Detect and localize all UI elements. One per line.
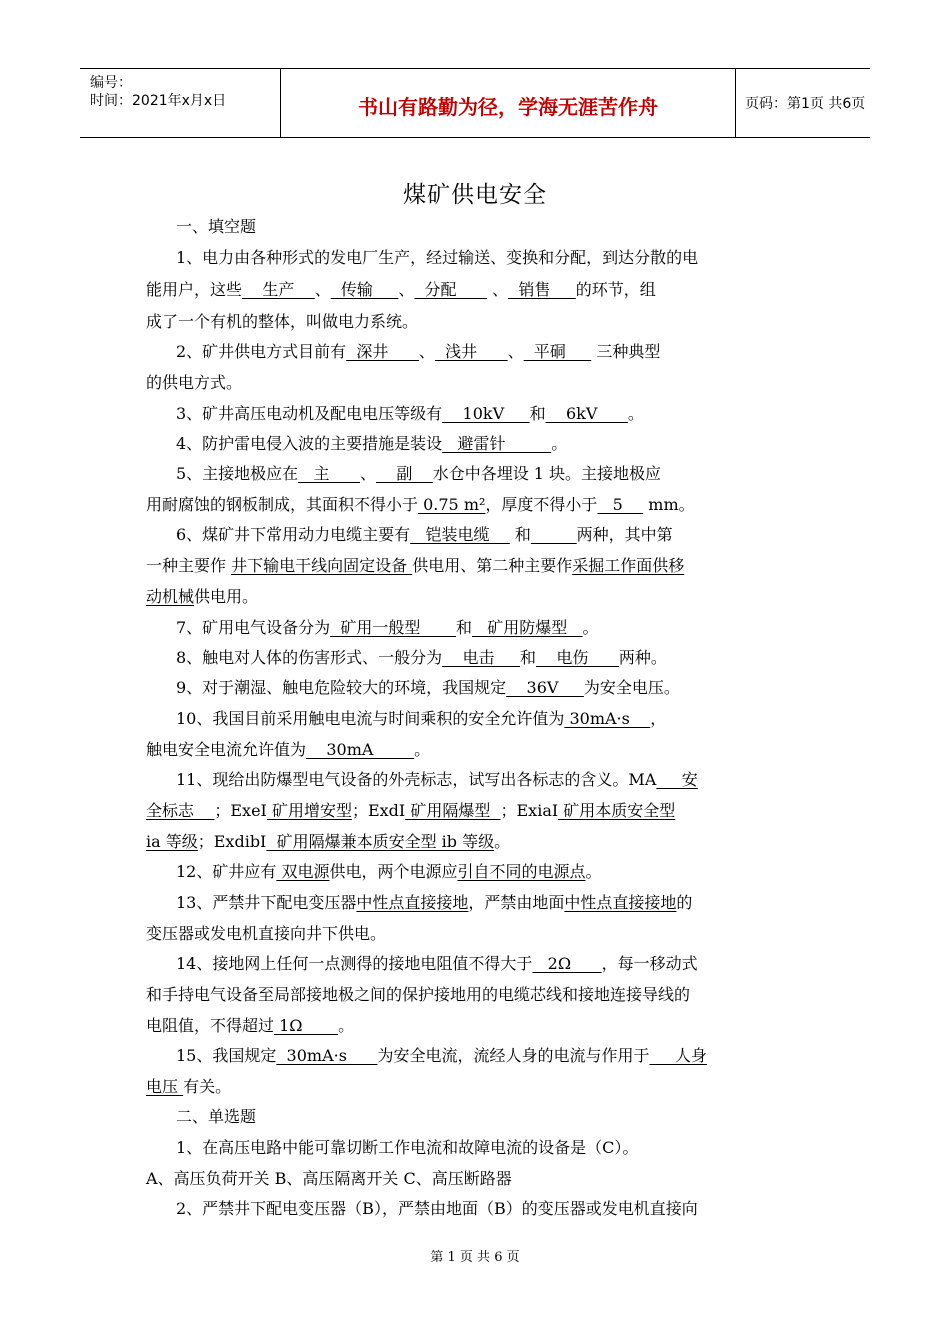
question-line: 6、煤矿井下常用动力电缆主要有 铠装电缆 和 两种，其中第 <box>176 525 673 544</box>
question-line: 触电安全电流允许值为 30mA 。 <box>146 740 431 759</box>
document-title: 煤矿供电安全 <box>403 182 547 208</box>
answer-blank: 销售 <box>508 280 576 299</box>
question-line: 5、主接地极应在 主 、 副 水仓中各埋设 1 块。主接地极应 <box>176 464 662 483</box>
question-line: 电阻值，不得超过 1Ω 。 <box>146 1016 355 1035</box>
answer-blank: 6kV <box>545 404 628 423</box>
header-motto-cell <box>280 69 736 137</box>
answer-blank: 深井 <box>346 342 419 361</box>
question-line: 7、矿用电气设备分为 矿用一般型 和 矿用防爆型 。 <box>176 618 599 637</box>
answer-blank: 浅井 <box>434 342 508 361</box>
answer-blank: 井下输电干线向固定设备 <box>231 556 413 575</box>
document-header <box>80 68 870 138</box>
answer-blank: 全标志 <box>146 801 215 820</box>
answer-blank: 30mA <box>306 740 415 759</box>
page-footer: 第 1 页 共 6 页 <box>430 1250 520 1265</box>
question-line: 变压器或发电机直接向井下供电。 <box>146 924 387 943</box>
question-line: 能用户，这些 生产 、 传输 、 分配 、 销售 的环节，组 <box>146 280 656 299</box>
question-line: ia 等级；ExdibI 矿用隔爆兼本质安全型 ib 等级。 <box>146 832 511 851</box>
page-number-label: 页码：第1页 共6页 <box>745 96 866 112</box>
answer-blank: 1Ω <box>274 1016 339 1035</box>
question-line: 2、严禁井下配电变压器（B），严禁由地面（B）的变压器或发电机直接向 <box>176 1199 698 1218</box>
answer-blank <box>531 525 577 544</box>
answer-blank: 双电源 <box>276 862 330 881</box>
question-line: 动机械供电用。 <box>146 587 259 606</box>
answer-blank: 电伤 <box>535 648 619 667</box>
answer-blank: 避雷针 <box>442 434 552 453</box>
question-line: 4、防护雷电侵入波的主要措施是装设 避雷针 。 <box>176 434 568 453</box>
question-line: 用耐腐蚀的钢板制成，其面积不得小于 0.75 m²，厚度不得小于 5 mm。 <box>146 495 695 514</box>
answer-blank: 主 <box>298 464 360 483</box>
question-line: 12、矿井应有 双电源供电，两个电源应引自不同的电源点。 <box>176 862 602 881</box>
answer-blank: 引自不同的电源点 <box>457 862 586 881</box>
answer-blank: 36V <box>506 678 584 697</box>
options-line: A、高压负荷开关 B、高压隔离开关 C、高压断路器 <box>146 1169 512 1188</box>
answer-blank: 安 <box>656 770 698 789</box>
answer-blank: 矿用隔爆兼本质安全型 ib 等级 <box>266 832 495 851</box>
answer-blank: 矿用防爆型 <box>471 618 583 637</box>
answer-blank: 矿用增安型 <box>266 801 352 820</box>
question-line: 15、我国规定 30mA·s 为安全电流，流经人身的电流与作用于 人身 <box>176 1046 707 1065</box>
answer-blank: 平硐 <box>523 342 592 361</box>
question-line: 和手持电气设备至局部接地极之间的保护接地用的电缆芯线和接地连接导线的 <box>146 985 691 1004</box>
question-line: 成了一个有机的整体，叫做电力系统。 <box>146 312 419 331</box>
question-line: 1、在高压电路中能可靠切断工作电流和故障电流的设备是（C）。 <box>176 1138 639 1157</box>
question-line: 1、电力由各种形式的发电厂生产，经过输送、变换和分配，到达分散的电 <box>176 248 699 267</box>
answer-blank: 动机械 <box>146 587 195 606</box>
question-line: 11、现给出防爆型电气设备的外壳标志，试写出各标志的含义。MA 安 <box>176 770 698 789</box>
answer-blank: 30mA·s <box>564 709 651 728</box>
question-line: 的供电方式。 <box>146 373 243 392</box>
answer-blank: 铠装电缆 <box>410 525 510 544</box>
question-line: 2、矿井供电方式目前有 深井 、 浅井 、 平硐 三种典型 <box>176 342 661 361</box>
serial-label: 编号： <box>90 75 132 91</box>
question-line: 9、对于潮湿、触电危险较大的环境，我国规定 36V 为安全电压。 <box>176 678 680 697</box>
answer-blank: 2Ω <box>532 954 602 973</box>
header-info-cell <box>80 69 280 137</box>
question-line: 一种主要作 井下输电干线向固定设备 供电用、第二种主要作采掘工作面供移 <box>146 556 685 575</box>
answer-blank: 传输 <box>330 280 399 299</box>
motto: 书山有路勤为径，学海无涯苦作舟 <box>358 95 658 119</box>
answer-blank: 生产 <box>242 280 315 299</box>
question-line: 10、我国目前采用触电电流与时间乘积的安全允许值为 30mA·s ， <box>176 709 667 728</box>
question-line: 电压 有关。 <box>146 1077 232 1096</box>
answer-blank: 5 <box>597 495 644 514</box>
answer-blank: 矿用本质安全型 <box>558 801 676 820</box>
answer-blank: 30mA·s <box>276 1046 378 1065</box>
answer-blank: 10kV <box>442 404 530 423</box>
answer-blank: 电压 <box>146 1077 184 1096</box>
answer-blank: 采掘工作面供移 <box>572 556 685 575</box>
section-heading: 二、单选题 <box>176 1107 257 1126</box>
question-line: 13、严禁井下配电变压器中性点直接接地，严禁由地面中性点直接接地的 <box>176 893 693 912</box>
answer-blank: 中性点直接接地 <box>564 893 677 912</box>
answer-blank: 人身 <box>649 1046 707 1065</box>
answer-blank: 0.75 m² <box>418 495 486 514</box>
answer-blank: 电击 <box>442 648 520 667</box>
header-page-cell <box>735 69 870 137</box>
answer-blank: 中性点直接接地 <box>356 893 469 912</box>
answer-blank: ia 等级 <box>146 832 198 851</box>
date-label: 时间：2021年x月x日 <box>90 93 227 109</box>
question-line: 全标志 ；ExeI 矿用增安型；ExdI 矿用隔爆型 ；ExiaI 矿用本质安全型 <box>146 801 676 820</box>
question-line: 14、接地网上任何一点测得的接地电阻值不得大于 2Ω ，每一移动式 <box>176 954 698 973</box>
section-heading: 一、填空题 <box>176 217 257 236</box>
question-line: 8、触电对人体的伤害形式、一般分为 电击 和 电伤 两种。 <box>176 648 667 667</box>
answer-blank: 矿用隔爆型 <box>405 801 501 820</box>
question-line: 3、矿井高压电动机及配电电压等级有 10kV 和 6kV 。 <box>176 404 644 423</box>
answer-blank: 分配 <box>414 280 488 299</box>
answer-blank: 副 <box>375 464 433 483</box>
answer-blank: 矿用一般型 <box>330 618 456 637</box>
